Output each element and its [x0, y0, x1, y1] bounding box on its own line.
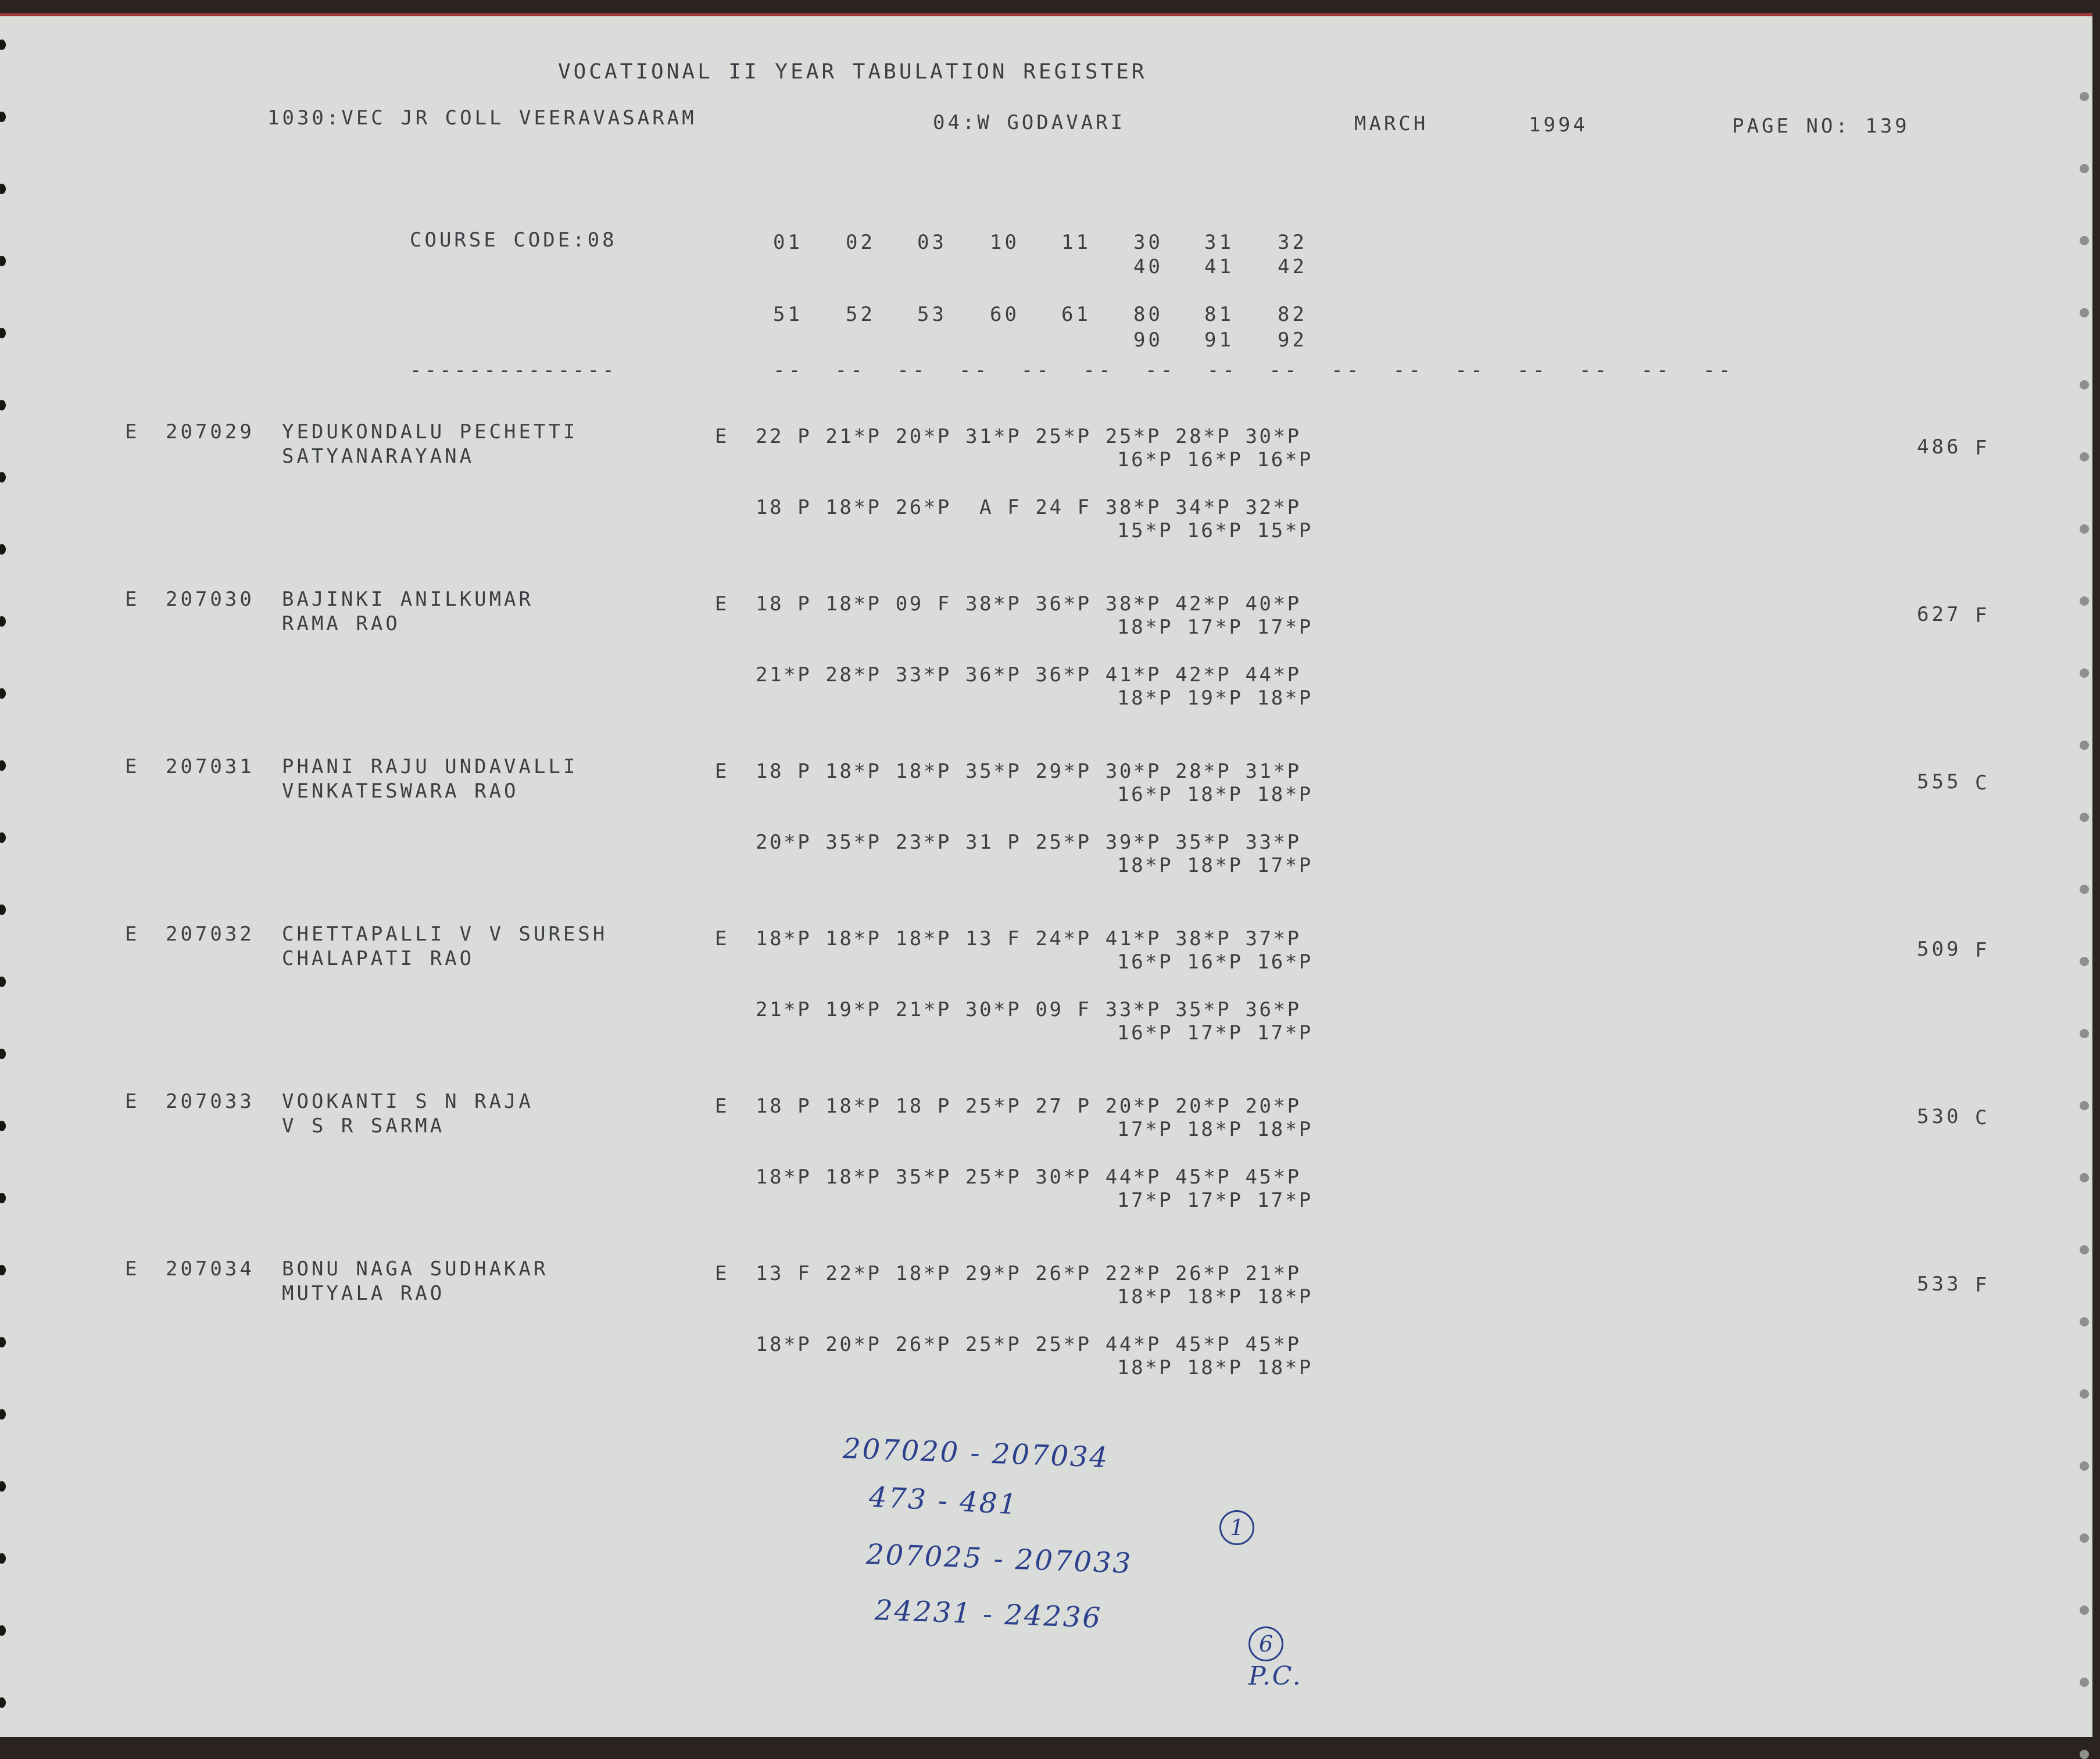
- total-marks: 627: [1917, 603, 1962, 626]
- feed-hole-right: [2080, 885, 2089, 894]
- feed-hole-left: [0, 1697, 6, 1708]
- student-name: BAJINKI ANILKUMAR: [282, 588, 534, 611]
- subject-code2-1: 52: [846, 303, 875, 326]
- medium-code: E: [715, 1262, 730, 1285]
- marks-row-2: 20*P 35*P 23*P 31 P 25*P 39*P 35*P 33*P: [756, 831, 1301, 854]
- feed-hole-left: [0, 472, 6, 482]
- subject-code2-0: 51: [773, 303, 803, 326]
- student-name: YEDUKONDALU PECHETTI: [282, 420, 578, 444]
- feed-hole-left: [0, 328, 6, 338]
- record-type: E: [125, 588, 140, 611]
- feed-hole-left: [0, 1049, 6, 1059]
- feed-hole-left: [0, 544, 6, 555]
- page-number: PAGE NO: 139: [1732, 115, 1910, 138]
- subject-code-5: 30: [1133, 231, 1163, 254]
- feed-hole-right: [2080, 308, 2089, 317]
- subject-code2-3: 60: [990, 303, 1019, 326]
- result-code: F: [1975, 939, 1990, 962]
- feed-hole-right: [2080, 452, 2089, 462]
- subject-code2-7: 82: [1278, 303, 1307, 326]
- feed-hole-right: [2080, 1678, 2089, 1687]
- feed-hole-left: [0, 616, 6, 627]
- subject-code2-5: 80: [1133, 303, 1163, 326]
- marks-row-2: 18 P 18*P 26*P A F 24 F 38*P 34*P 32*P: [756, 496, 1301, 519]
- feed-hole-left: [0, 256, 6, 266]
- feed-hole-right: [2080, 164, 2089, 173]
- record-type: E: [125, 755, 140, 778]
- marks-row-1b: 18*P 17*P 17*P: [1117, 616, 1313, 639]
- register-title: VOCATIONAL II YEAR TABULATION REGISTER: [558, 60, 1147, 84]
- result-code: C: [1975, 771, 1990, 795]
- total-marks: 509: [1917, 938, 1962, 961]
- marks-row-2: 21*P 19*P 21*P 30*P 09 F 33*P 35*P 36*P: [756, 998, 1301, 1021]
- handwritten-count-1: [1177, 1482, 1254, 1573]
- student-name: PHANI RAJU UNDAVALLI: [282, 755, 578, 778]
- subject-code2-6: 81: [1204, 303, 1234, 326]
- handwritten-roll-range-1: 207020 - 207034: [842, 1432, 1110, 1474]
- roll-number: 207031: [166, 755, 255, 778]
- marks-row-2b: 15*P 16*P 15*P: [1117, 519, 1313, 542]
- district: 04:W GODAVARI: [933, 111, 1126, 134]
- exam-year: 1994: [1529, 113, 1588, 137]
- medium-code: E: [715, 760, 730, 783]
- marks-row-1b: 16*P 16*P 16*P: [1117, 448, 1313, 471]
- result-code: F: [1975, 604, 1990, 627]
- father-name: V S R SARMA: [282, 1114, 445, 1138]
- medium-code: E: [715, 592, 730, 616]
- exam-month: MARCH: [1354, 112, 1429, 135]
- feed-hole-left: [0, 1409, 6, 1420]
- feed-hole-right: [2080, 1029, 2089, 1038]
- subject-code2-b-0: 90: [1133, 328, 1163, 352]
- subject-code-b-1: 41: [1204, 255, 1234, 278]
- subject-code-7: 32: [1278, 231, 1307, 254]
- feed-hole-right: [2080, 524, 2089, 534]
- record-type: E: [125, 1090, 140, 1113]
- subject-code-6: 31: [1204, 231, 1234, 254]
- feed-hole-left: [0, 40, 6, 50]
- handwritten-pc-note: P.C.: [1248, 1661, 1303, 1691]
- feed-hole-right: [2080, 1245, 2089, 1254]
- feed-hole-right: [2080, 596, 2089, 606]
- subject-code2-2: 53: [917, 303, 947, 326]
- feed-hole-right: [2080, 236, 2089, 245]
- feed-hole-right: [2080, 1389, 2089, 1399]
- feed-hole-right: [2080, 1750, 2089, 1759]
- feed-hole-left: [0, 184, 6, 194]
- subject-code2-4: 61: [1061, 303, 1091, 326]
- handwritten-number-range-2: 24231 - 24236: [874, 1594, 1103, 1635]
- marks-row-1: 13 F 22*P 18*P 29*P 26*P 22*P 26*P 21*P: [756, 1262, 1301, 1285]
- feed-hole-right: [2080, 1173, 2089, 1182]
- marks-row-2b: 16*P 17*P 17*P: [1117, 1021, 1313, 1045]
- roll-number: 207032: [166, 923, 255, 946]
- feed-hole-left: [0, 400, 6, 410]
- subject-code-2: 03: [917, 231, 947, 254]
- column-dashes: -- -- -- -- -- -- -- -- -- -- -- -- -- -- -- --: [773, 359, 1734, 382]
- feed-hole-left: [0, 1265, 6, 1275]
- college-name: 1030:VEC JR COLL VEERAVASARAM: [267, 106, 697, 130]
- marks-row-1b: 17*P 18*P 18*P: [1117, 1118, 1313, 1141]
- record-type: E: [125, 1257, 140, 1281]
- feed-hole-left: [0, 1193, 6, 1203]
- feed-hole-right: [2080, 668, 2089, 678]
- subject-code-3: 10: [990, 231, 1019, 254]
- feed-hole-right: [2080, 92, 2089, 101]
- father-name: RAMA RAO: [282, 612, 400, 635]
- record-type: E: [125, 420, 140, 444]
- total-marks: 555: [1917, 770, 1962, 793]
- record-type: E: [125, 923, 140, 946]
- marks-row-1: 18 P 18*P 18 P 25*P 27 P 20*P 20*P 20*P: [756, 1095, 1301, 1118]
- marks-row-1: 18 P 18*P 18*P 35*P 29*P 30*P 28*P 31*P: [756, 760, 1301, 783]
- feed-hole-right: [2080, 380, 2089, 389]
- subject-code2-b-2: 92: [1278, 328, 1307, 352]
- marks-row-1b: 18*P 18*P 18*P: [1117, 1285, 1313, 1308]
- student-name: BONU NAGA SUDHAKAR: [282, 1257, 549, 1281]
- roll-number: 207033: [166, 1090, 255, 1113]
- marks-row-2: 18*P 20*P 26*P 25*P 25*P 44*P 45*P 45*P: [756, 1333, 1301, 1356]
- result-code: C: [1975, 1106, 1990, 1129]
- result-code: F: [1975, 1274, 1990, 1297]
- student-name: VOOKANTI S N RAJA: [282, 1090, 534, 1113]
- total-marks: 533: [1917, 1272, 1962, 1296]
- feed-hole-right: [2080, 957, 2089, 966]
- subject-code-0: 01: [773, 231, 803, 254]
- father-name: MUTYALA RAO: [282, 1282, 445, 1305]
- father-name: SATYANARAYANA: [282, 445, 475, 468]
- feed-hole-left: [0, 112, 6, 122]
- subject-code2-b-1: 91: [1204, 328, 1234, 352]
- feed-hole-left: [0, 688, 6, 699]
- marks-row-2: 21*P 28*P 33*P 36*P 36*P 41*P 42*P 44*P: [756, 663, 1301, 687]
- course-code: COURSE CODE:08: [410, 228, 617, 252]
- handwritten-roll-range-2: 207025 - 207033: [865, 1538, 1133, 1580]
- roll-number: 207029: [166, 420, 255, 444]
- marks-row-1: 18*P 18*P 18*P 13 F 24*P 41*P 38*P 37*P: [756, 927, 1301, 950]
- feed-hole-right: [2080, 813, 2089, 822]
- feed-hole-left: [0, 1481, 6, 1492]
- marks-row-2b: 18*P 19*P 18*P: [1117, 687, 1313, 710]
- marks-row-2b: 18*P 18*P 17*P: [1117, 854, 1313, 877]
- medium-code: E: [715, 425, 730, 448]
- roll-number: 207030: [166, 588, 255, 611]
- total-marks: 530: [1917, 1105, 1962, 1128]
- feed-hole-left: [0, 1553, 6, 1564]
- marks-row-2b: 17*P 17*P 17*P: [1117, 1189, 1313, 1212]
- father-name: CHALAPATI RAO: [282, 947, 475, 970]
- father-name: VENKATESWARA RAO: [282, 780, 519, 803]
- circled-count-1: 1: [1219, 1510, 1254, 1545]
- handwritten-number-range-1: 473 - 481: [868, 1481, 1019, 1521]
- feed-hole-left: [0, 904, 6, 915]
- feed-hole-left: [0, 832, 6, 843]
- course-underline: --------------: [410, 359, 617, 382]
- marks-row-1: 22 P 21*P 20*P 31*P 25*P 25*P 28*P 30*P: [756, 425, 1301, 448]
- feed-hole-left: [0, 760, 6, 771]
- marks-row-1: 18 P 18*P 09 F 38*P 36*P 38*P 42*P 40*P: [756, 592, 1301, 616]
- subject-code-1: 02: [846, 231, 875, 254]
- feed-hole-left: [0, 977, 6, 987]
- feed-hole-left: [0, 1337, 6, 1347]
- register-sheet: [0, 13, 2092, 1737]
- marks-row-2b: 18*P 18*P 18*P: [1117, 1356, 1313, 1379]
- roll-number: 207034: [166, 1257, 255, 1281]
- marks-row-1b: 16*P 16*P 16*P: [1117, 950, 1313, 974]
- result-code: F: [1975, 437, 1990, 460]
- medium-code: E: [715, 927, 730, 950]
- feed-hole-right: [2080, 1101, 2089, 1110]
- handwritten-count-2: [1206, 1599, 1303, 1717]
- feed-hole-right: [2080, 1533, 2089, 1543]
- feed-hole-left: [0, 1121, 6, 1131]
- marks-row-1b: 16*P 18*P 18*P: [1117, 783, 1313, 806]
- feed-hole-right: [2080, 1461, 2089, 1471]
- marks-row-2: 18*P 18*P 35*P 25*P 30*P 44*P 45*P 45*P: [756, 1165, 1301, 1189]
- subject-code-b-0: 40: [1133, 255, 1163, 278]
- subject-code-b-2: 42: [1278, 255, 1307, 278]
- feed-hole-left: [0, 1625, 6, 1636]
- medium-code: E: [715, 1095, 730, 1118]
- total-marks: 486: [1917, 435, 1962, 459]
- circled-count-2: 6: [1248, 1626, 1283, 1661]
- subject-code-4: 11: [1061, 231, 1091, 254]
- feed-hole-right: [2080, 1317, 2089, 1327]
- feed-hole-right: [2080, 1606, 2089, 1615]
- student-name: CHETTAPALLI V V SURESH: [282, 923, 608, 946]
- feed-hole-right: [2080, 741, 2089, 750]
